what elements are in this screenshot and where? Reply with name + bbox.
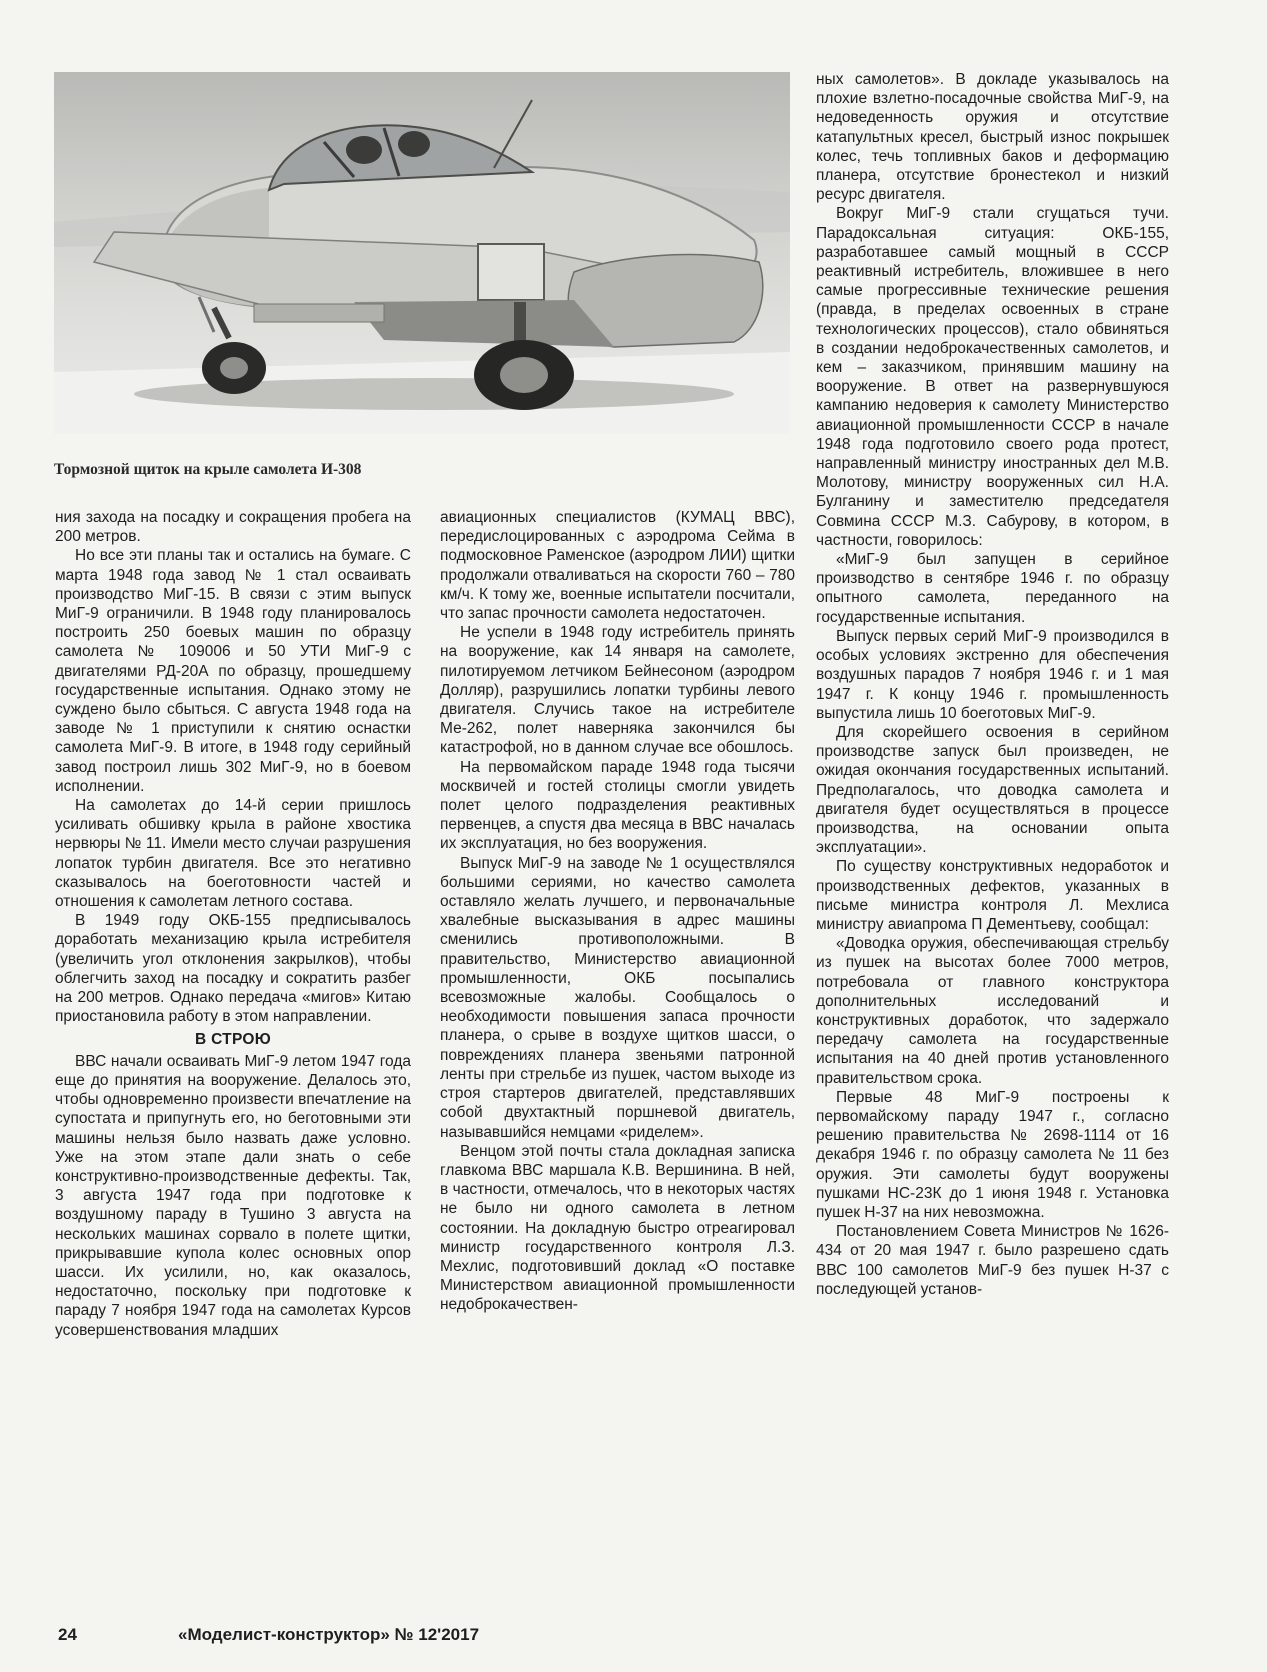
paragraph: Для скорейшего освоения в серийном производстве запуск был произведен, не ожидая окончания государственных испытаний. Предполагалось, что доводка самолета и двигателя будет осуществляться в процессе производства, на основании опыта эксплуатации». [816,723,1169,857]
paragraph: ния захода на посадку и сокращения пробега на 200 метров. [55,509,411,546]
paragraph: Венцом этой почты стала докладная записка главкома ВВС маршала К.В. Вершинина. В ней, в частности, отмечалось, что в некоторых частях не было ни одного самолета в летном состоянии. На докладную быстро отреагировал министр государственного контроля Л.З. Мехлис, подготовивший доклад «О поставке Министерством авиационной промышленности недоброкачествен- [440,1142,795,1314]
aircraft-photo [54,72,790,434]
page-number: 24 [58,1625,77,1644]
paragraph: На первомайском параде 1948 года тысячи москвичей и гостей столицы смогли увидеть полет целого подразделения реактивных первенцев, а спустя два месяца в ВВС началась их эксплуатация, но без вооружения. [440,758,795,853]
paragraph: авиационных специалистов (КУМАЦ ВВС), передислоцированных с аэродрома Сейма в подмосковное Раменское (аэродром ЛИИ) щитки продолжали отваливаться на скорости 760 – 780 км/ч. К тому же, военные испытатели посчитали, что запас прочности самолета недостаточен. [440,509,795,623]
text-column-2 [440,508,795,1315]
paragraph: Но все эти планы так и остались на бумаге. С марта 1948 года завод № 1 стал осваивать производство МиГ-15. В связи с этим выпуск МиГ-9 ограничили. В 1948 году планировалось построить 250 боевых машин по образцу самолета № 109006 и 50 УТИ МиГ-9 с двигателями РД-20А по образцу, прошедшему государственные испытания. Однако этому не суждено было сбыться. С августа 1948 года на заводе № 1 приступили к снятию оснастки самолета МиГ-9. В итоге, в 1948 году серийный завод построил лишь 302 МиГ-9, но в боевом исполнении. [55,547,411,795]
paragraph: «Доводка оружия, обеспечивающая стрельбу из пушек на высотах более 7000 метров, потребовала от главного конструктора дополнительных исследований и конструктивных доработок, что задержало передачу самолета на государственные испытания на 40 дней против установленного правительством срока. [816,935,1169,1087]
paragraph: По существу конструктивных недоработок и производственных дефектов, указанных в письме министра контроля Л. Мехлиса министру авиапрома П Дементьеву, сообщал: [816,858,1169,933]
magazine-title: «Моделист-конструктор» № 12'2017 [178,1625,480,1644]
paragraph: Постановлением Совета Министров № 1626-434 от 20 мая 1947 г. было разрешено сдать ВВС 100 самолетов МиГ-9 без пушек Н-37 с последующей установ- [816,1223,1169,1298]
paragraph: Не успели в 1948 году истребитель принять на вооружение, как 14 января на самолете, пилотируемом летчиком Бейнесоном (аэродром Долляр), разрушились лопатки турбины левого двигателя. Случись такое на истребителе Ме-262, полет наверняка закончился бы катастрофой, но в данном случае все обошлось. [440,624,795,757]
paragraph: Выпуск МиГ-9 на заводе № 1 осуществлялся большими сериями, но качество самолета оставляло желать лучшего, и первоначальные хвалебные высказывания в адрес машины сменились противоположными. В правительство, Министерство авиационной промышленности, ОКБ посыпались всевозможные жалобы. Сообщалось о необходимости повышения запаса прочности планера, о срыве в воздухе щитков шасси, о повреждениях планера звеньями патронной ленты при стрельбе из пушек, частом выходе из строя стартеров двигателей, представлявших собой двухтактный поршневой двигатель, называвшийся немцами «риделем». [440,854,795,1141]
paragraph: Вокруг МиГ-9 стали сгущаться тучи. Парадоксальная ситуация: ОКБ-155, разработавшее самый мощный в СССР реактивный истребитель, вложившее в него самые прогрессивные технические решения (правда, в пределах освоенных в стране технологических процессов), стало обвиняться в создании недоброкачественных самолетов, и кем – заказчиком, принявшим машину на вооружение. В ответ на развернувшуюся кампанию недоверия к самолету Министерство авиационной промышленности СССР в начале 1948 года подготовило своего рода протест, направленный министру иностранных дел М.В. Молотову, министру вооруженных сил Н.А. Булганину и заместителю председателя Совмина СССР М.З. Сабурову, в котором, в частности, говорилось: [816,205,1169,549]
paragraph: Выпуск первых серий МиГ-9 производился в особых условиях экстренно для обеспечения воздушных парадов 7 ноября 1946 г. и 1 мая 1947 г. К концу 1946 г. промышленность выпустила лишь 10 боеготовых МиГ-9. [816,627,1169,722]
paragraph: Первые 48 МиГ-9 построены к первомайскому параду 1947 г., согласно решению правительства № 2698-1114 от 16 декабря 1946 г. по образцу самолета № 11 без оружия. Эти самолеты будут вооружены пушками НС-23К до 1 июня 1948 г. Установка пушек Н-37 на них невозможна. [816,1088,1169,1221]
paragraph: ВВС начали осваивать МиГ-9 летом 1947 года еще до принятия на вооружение. Делалось это, чтобы одновременно произвести впечатление на супостата и припугнуть его, но беготовными эти машины нельзя было назвать даже условно. Уже на этом этапе дали знать о себе конструктивно-производственные дефекты. Так, 3 августа 1947 года при подготовке к воздушному параду в Тушино 3 августа на нескольких машинах сорвало в полете щитки, прикрывавшие купола колес основных опор шасси. Их усилили, но, как оказалось, недостаточно, поскольку при подготовке к параду 7 ноября 1947 года на самолетах Курсов усовершенствования младших [55,1052,411,1339]
photo-caption: Тормозной щиток на крыле самолета И-308 [54,461,362,478]
text-column-3 [816,70,1169,1299]
paragraph: В 1949 году ОКБ-155 предписывалось доработать механизацию крыла истребителя (увеличить угол отклонения закрылков), чтобы облегчить заход на посадку и сократить разбег на 200 метров. Однако передача «мигов» Китаю приостановила работу в этом направлении. [55,912,411,1026]
paragraph: «МиГ-9 был запущен в серийное производство в сентябре 1946 г. по образцу опытного самолета, переданного на государственные испытания. [816,551,1169,626]
text-column-1 [55,508,411,1340]
paragraph: На самолетах до 14-й серии пришлось усиливать обшивку крыла в районе хвостика нервюры № 11. Имели место случаи разрушения лопаток турбин двигателя. Все это негативно сказывалось на боеготовности частей и отношения к самолетам летного состава. [55,797,411,911]
paragraph: ных самолетов». В докладе указывалось на плохие взлетно-посадочные свойства МиГ-9, на недоведенность оружия и отсутствие катапультных кресел, быстрый износ покрышек колес, течь топливных баков и деформацию планера, отсутствие бронестекол и низкий ресурс двигателя. [816,71,1169,204]
section-heading: В СТРОЮ [194,1031,272,1049]
